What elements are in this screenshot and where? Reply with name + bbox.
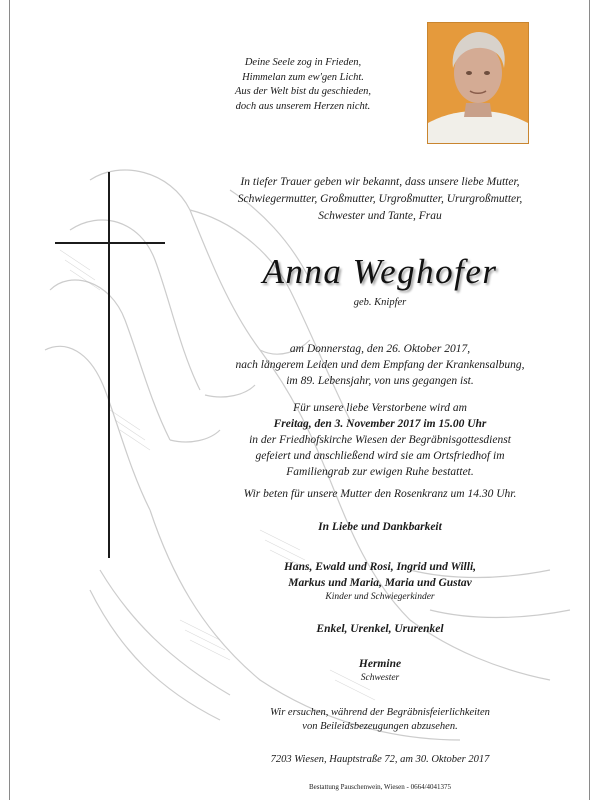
cross-vertical-bar <box>108 172 110 558</box>
intro-line: Schwiegermutter, Großmutter, Urgroßmutter, Ururgroßmutter, <box>237 193 523 205</box>
page-border-left <box>9 0 10 800</box>
death-line: nach längerem Leiden und dem Empfang der Krankensalbung, <box>235 359 525 371</box>
rosary-notice: Wir beten für unsere Mutter den Rosenkranz um 14.30 Uhr. <box>243 488 517 500</box>
sister-mourner <box>200 656 560 684</box>
memorial-poem <box>190 56 416 114</box>
announcement-intro <box>200 174 560 225</box>
intro-line: In tiefer Trauer geben wir bekannt, dass unsere liebe Mutter, <box>240 176 520 188</box>
poem-line: Aus der Welt bist du geschieden, <box>234 86 372 97</box>
death-notice <box>200 341 560 389</box>
condolence-request <box>200 706 560 734</box>
funeral-date: Freitag, den 3. November 2017 im 15.00 Uhr <box>273 418 487 430</box>
poem-line: Himmelan zum ew'gen Licht. <box>242 71 364 83</box>
grandchildren-line: Enkel, Urenkel, Ururenkel <box>316 623 444 635</box>
family-names-line: Hans, Ewald und Rosi, Ingrid und Willi, <box>283 561 477 573</box>
request-line: Wir ersuchen, während der Begräbnisfeierlichkeiten <box>270 707 490 718</box>
deceased-name: Anna Weghofer <box>262 252 498 291</box>
funeral-line: in der Friedhofskirche Wiesen der Begräbnisgottesdienst <box>249 434 511 446</box>
undertaker-credit: Bestattung Pauschenwein, Wiesen - 0664/4041375 <box>308 783 452 791</box>
sister-role: Schwester <box>360 673 400 683</box>
sister-name: Hermine <box>358 658 402 670</box>
funeral-line: Familiengrab zur ewigen Ruhe bestattet. <box>286 466 474 478</box>
poem-line: doch aus unserem Herzen nicht. <box>235 100 371 112</box>
funeral-details <box>200 400 560 480</box>
dedication-line: In Liebe und Dankbarkeit <box>318 521 442 533</box>
family-mourners <box>200 559 560 604</box>
cross-horizontal-bar <box>55 242 165 244</box>
death-line: im 89. Lebensjahr, von uns gegangen ist. <box>286 375 474 387</box>
place-and-date: 7203 Wiesen, Hauptstraße 72, am 30. Oktober 2017 <box>270 754 490 765</box>
portrait-photo <box>427 22 529 144</box>
poem-line: Deine Seele zog in Frieden, <box>244 57 362 68</box>
maiden-name: geb. Knipfer <box>353 297 407 308</box>
intro-line: Schwester und Tante, Frau <box>318 210 442 222</box>
request-line: von Beileidsbezeugungen abzusehen. <box>302 721 458 732</box>
funeral-line: Für unsere liebe Verstorbene wird am <box>293 402 467 414</box>
family-role: Kinder und Schwiegerkinder <box>325 592 435 602</box>
death-line: am Donnerstag, den 26. Oktober 2017, <box>289 343 471 355</box>
family-names-line: Markus und Maria, Maria und Gustav <box>288 577 472 589</box>
funeral-line: gefeiert und anschließend wird sie am Ortsfriedhof im <box>255 450 505 462</box>
